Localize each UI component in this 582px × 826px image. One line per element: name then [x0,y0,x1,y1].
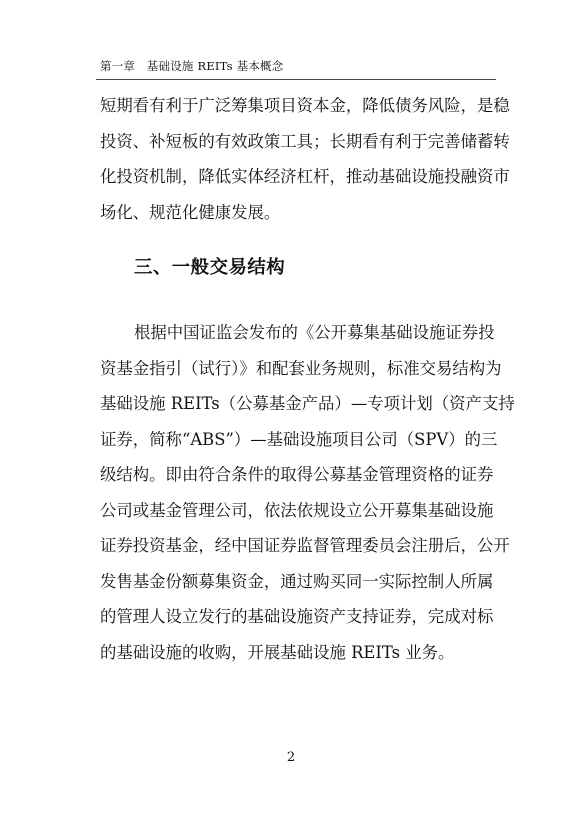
section-heading: 三、一般交易结构 [134,257,286,278]
paragraph-intro [100,88,510,230]
page-number: 2 [286,750,296,765]
paragraph-line: 公司或基金管理公司，依法依规设立公开募集基础设施 [100,500,494,520]
paragraph-line: 短期看有利于广泛筹集项目资本金，降低债务风险，是稳 [100,96,510,115]
header-rule [96,79,496,80]
paragraph-line: 资基金指引（试行）》和配套业务规则，标准交易结构为 [100,358,502,378]
paragraph-line: 证券投资基金，经中国证券监督管理委员会注册后，公开 [100,536,510,555]
paragraph-line: 基础设施 REITs（公募基金产品）—专项计划（资产支持 [100,394,515,413]
paragraph-line: 根据中国证监会发布的《公开募集基础设施证券投 [134,323,495,342]
paragraph-line: 的管理人设立发行的基础设施资产支持证券，完成对标 [100,607,494,626]
paragraph-line: 投资、补短板的有效政策工具；长期看有利于完善储蓄转 [100,131,510,151]
paragraph-line: 的基础设施的收购，开展基础设施 REITs 业务。 [100,642,455,662]
paragraph-line: 化投资机制，降低实体经济杠杆，推动基础设施投融资市 [100,167,510,186]
running-header: 第一章 基础设施 REITs 基本概念 [100,59,284,73]
paragraph-line: 证券，简称“ABS”）—基础设施项目公司（SPV）的三 [100,429,498,449]
paragraph-line: 场化、规范化健康发展。 [100,202,281,222]
paragraph-line: 级结构。即由符合条件的取得公募基金管理资格的证券 [100,465,494,484]
paragraph-transaction-structure [100,315,515,670]
paragraph-line: 发售基金份额募集资金，通过购买同一实际控制人所属 [100,571,494,591]
